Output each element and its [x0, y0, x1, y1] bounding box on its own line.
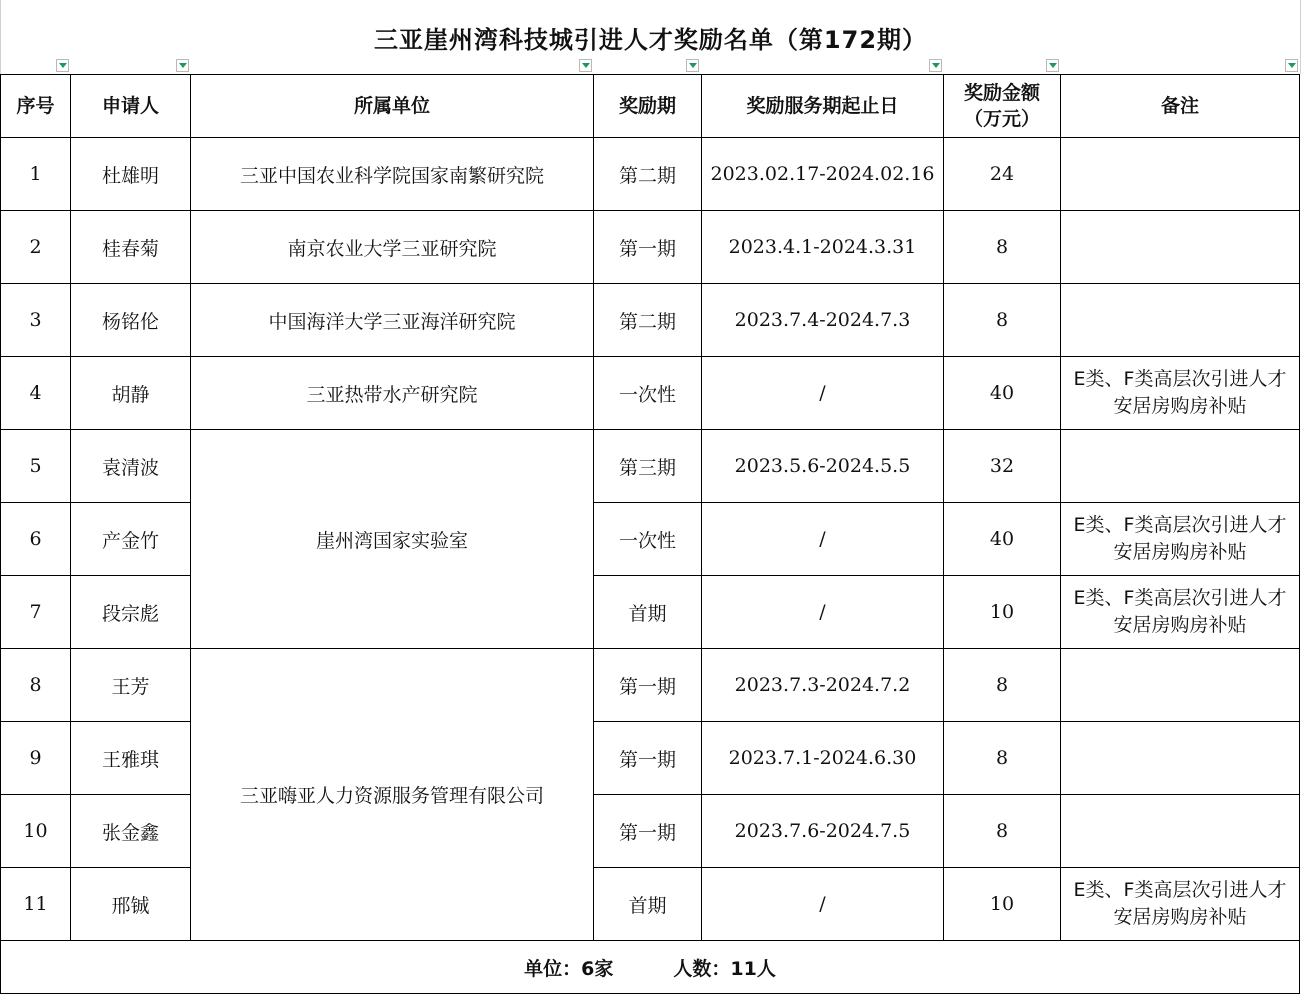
cell-unit[interactable]: 三亚热带水产研究院	[191, 357, 594, 430]
filter-bar	[0, 58, 1301, 74]
cell-seq[interactable]: 10	[1, 795, 71, 868]
header-unit[interactable]: 所属单位	[191, 75, 594, 138]
cell-remark[interactable]: E类、F类高层次引进人才 安居房购房补贴	[1061, 576, 1300, 649]
filter-dropdown-icon[interactable]	[1046, 59, 1059, 72]
cell-service[interactable]: /	[702, 868, 944, 941]
header-amount[interactable]: 奖励金额 （万元）	[944, 75, 1061, 138]
filter-dropdown-icon[interactable]	[686, 59, 699, 72]
cell-amount[interactable]: 8	[944, 795, 1061, 868]
cell-applicant[interactable]: 胡静	[71, 357, 191, 430]
cell-amount[interactable]: 10	[944, 576, 1061, 649]
cell-amount[interactable]: 8	[944, 211, 1061, 284]
cell-service[interactable]: 2023.7.1-2024.6.30	[702, 722, 944, 795]
cell-remark[interactable]	[1061, 649, 1300, 722]
table-row	[1, 649, 1300, 722]
cell-remark[interactable]	[1061, 722, 1300, 795]
cell-period[interactable]: 第一期	[594, 722, 702, 795]
cell-seq[interactable]: 1	[1, 138, 71, 211]
filter-dropdown-icon[interactable]	[929, 59, 942, 72]
cell-period[interactable]: 第一期	[594, 649, 702, 722]
cell-seq[interactable]: 9	[1, 722, 71, 795]
cell-amount[interactable]: 8	[944, 722, 1061, 795]
cell-service[interactable]: /	[702, 576, 944, 649]
cell-remark[interactable]	[1061, 211, 1300, 284]
header-remark[interactable]: 备注	[1061, 75, 1300, 138]
cell-seq[interactable]: 11	[1, 868, 71, 941]
cell-period[interactable]: 一次性	[594, 503, 702, 576]
cell-period[interactable]: 第二期	[594, 138, 702, 211]
unit-count: 单位：6家	[524, 957, 614, 980]
cell-amount[interactable]: 40	[944, 357, 1061, 430]
table-row	[1, 211, 1300, 284]
people-count: 人数：11人	[673, 957, 776, 980]
header-seq[interactable]: 序号	[1, 75, 71, 138]
cell-amount[interactable]: 10	[944, 868, 1061, 941]
cell-amount[interactable]: 40	[944, 503, 1061, 576]
cell-service[interactable]: 2023.7.4-2024.7.3	[702, 284, 944, 357]
table-row	[1, 430, 1300, 503]
cell-unit[interactable]: 三亚中国农业科学院国家南繁研究院	[191, 138, 594, 211]
cell-unit[interactable]: 中国海洋大学三亚海洋研究院	[191, 284, 594, 357]
cell-applicant[interactable]: 产金竹	[71, 503, 191, 576]
cell-period[interactable]: 首期	[594, 576, 702, 649]
cell-applicant[interactable]: 袁清波	[71, 430, 191, 503]
filter-dropdown-icon[interactable]	[176, 59, 189, 72]
filter-dropdown-icon[interactable]	[1285, 59, 1298, 72]
cell-seq[interactable]: 8	[1, 649, 71, 722]
cell-applicant[interactable]: 杨铭伦	[71, 284, 191, 357]
table-row	[1, 138, 1300, 211]
cell-remark[interactable]: E类、F类高层次引进人才 安居房购房补贴	[1061, 503, 1300, 576]
cell-applicant[interactable]: 邢铖	[71, 868, 191, 941]
cell-seq[interactable]: 4	[1, 357, 71, 430]
cell-period[interactable]: 第一期	[594, 795, 702, 868]
cell-service[interactable]: 2023.7.6-2024.7.5	[702, 795, 944, 868]
cell-applicant[interactable]: 张金鑫	[71, 795, 191, 868]
cell-service[interactable]: 2023.4.1-2024.3.31	[702, 211, 944, 284]
filter-dropdown-icon[interactable]	[579, 59, 592, 72]
cell-applicant[interactable]: 王芳	[71, 649, 191, 722]
cell-service[interactable]: 2023.5.6-2024.5.5	[702, 430, 944, 503]
cell-applicant[interactable]: 王雅琪	[71, 722, 191, 795]
summary-cell[interactable]	[1, 941, 1300, 994]
cell-amount[interactable]: 32	[944, 430, 1061, 503]
cell-applicant[interactable]: 桂春菊	[71, 211, 191, 284]
cell-service[interactable]: 2023.02.17-2024.02.16	[702, 138, 944, 211]
cell-remark[interactable]	[1061, 138, 1300, 211]
cell-service[interactable]: /	[702, 357, 944, 430]
award-table	[0, 74, 1300, 994]
cell-seq[interactable]: 6	[1, 503, 71, 576]
page-title: 三亚崖州湾科技城引进人才奖励名单（第172期）	[0, 0, 1301, 74]
cell-amount[interactable]: 8	[944, 284, 1061, 357]
cell-remark[interactable]	[1061, 795, 1300, 868]
header-service[interactable]: 奖励服务期起止日	[702, 75, 944, 138]
cell-remark[interactable]	[1061, 284, 1300, 357]
cell-amount[interactable]: 8	[944, 649, 1061, 722]
cell-period[interactable]: 第三期	[594, 430, 702, 503]
cell-seq[interactable]: 3	[1, 284, 71, 357]
header-row	[1, 75, 1300, 138]
cell-applicant[interactable]: 杜雄明	[71, 138, 191, 211]
filter-dropdown-icon[interactable]	[56, 59, 69, 72]
cell-seq[interactable]: 2	[1, 211, 71, 284]
cell-remark[interactable]: E类、F类高层次引进人才 安居房购房补贴	[1061, 868, 1300, 941]
cell-period[interactable]: 一次性	[594, 357, 702, 430]
cell-unit[interactable]: 崖州湾国家实验室	[191, 430, 594, 649]
cell-period[interactable]: 第一期	[594, 211, 702, 284]
cell-unit[interactable]: 南京农业大学三亚研究院	[191, 211, 594, 284]
cell-seq[interactable]: 5	[1, 430, 71, 503]
header-period[interactable]: 奖励期	[594, 75, 702, 138]
cell-applicant[interactable]: 段宗彪	[71, 576, 191, 649]
cell-amount[interactable]: 24	[944, 138, 1061, 211]
cell-unit[interactable]: 三亚嗨亚人力资源服务管理有限公司	[191, 649, 594, 941]
cell-remark[interactable]: E类、F类高层次引进人才 安居房购房补贴	[1061, 357, 1300, 430]
cell-service[interactable]: /	[702, 503, 944, 576]
table-row	[1, 284, 1300, 357]
table-row	[1, 357, 1300, 430]
cell-seq[interactable]: 7	[1, 576, 71, 649]
cell-remark[interactable]	[1061, 430, 1300, 503]
cell-period[interactable]: 首期	[594, 868, 702, 941]
cell-service[interactable]: 2023.7.3-2024.7.2	[702, 649, 944, 722]
footer-row	[1, 941, 1300, 994]
header-applicant[interactable]: 申请人	[71, 75, 191, 138]
cell-period[interactable]: 第二期	[594, 284, 702, 357]
